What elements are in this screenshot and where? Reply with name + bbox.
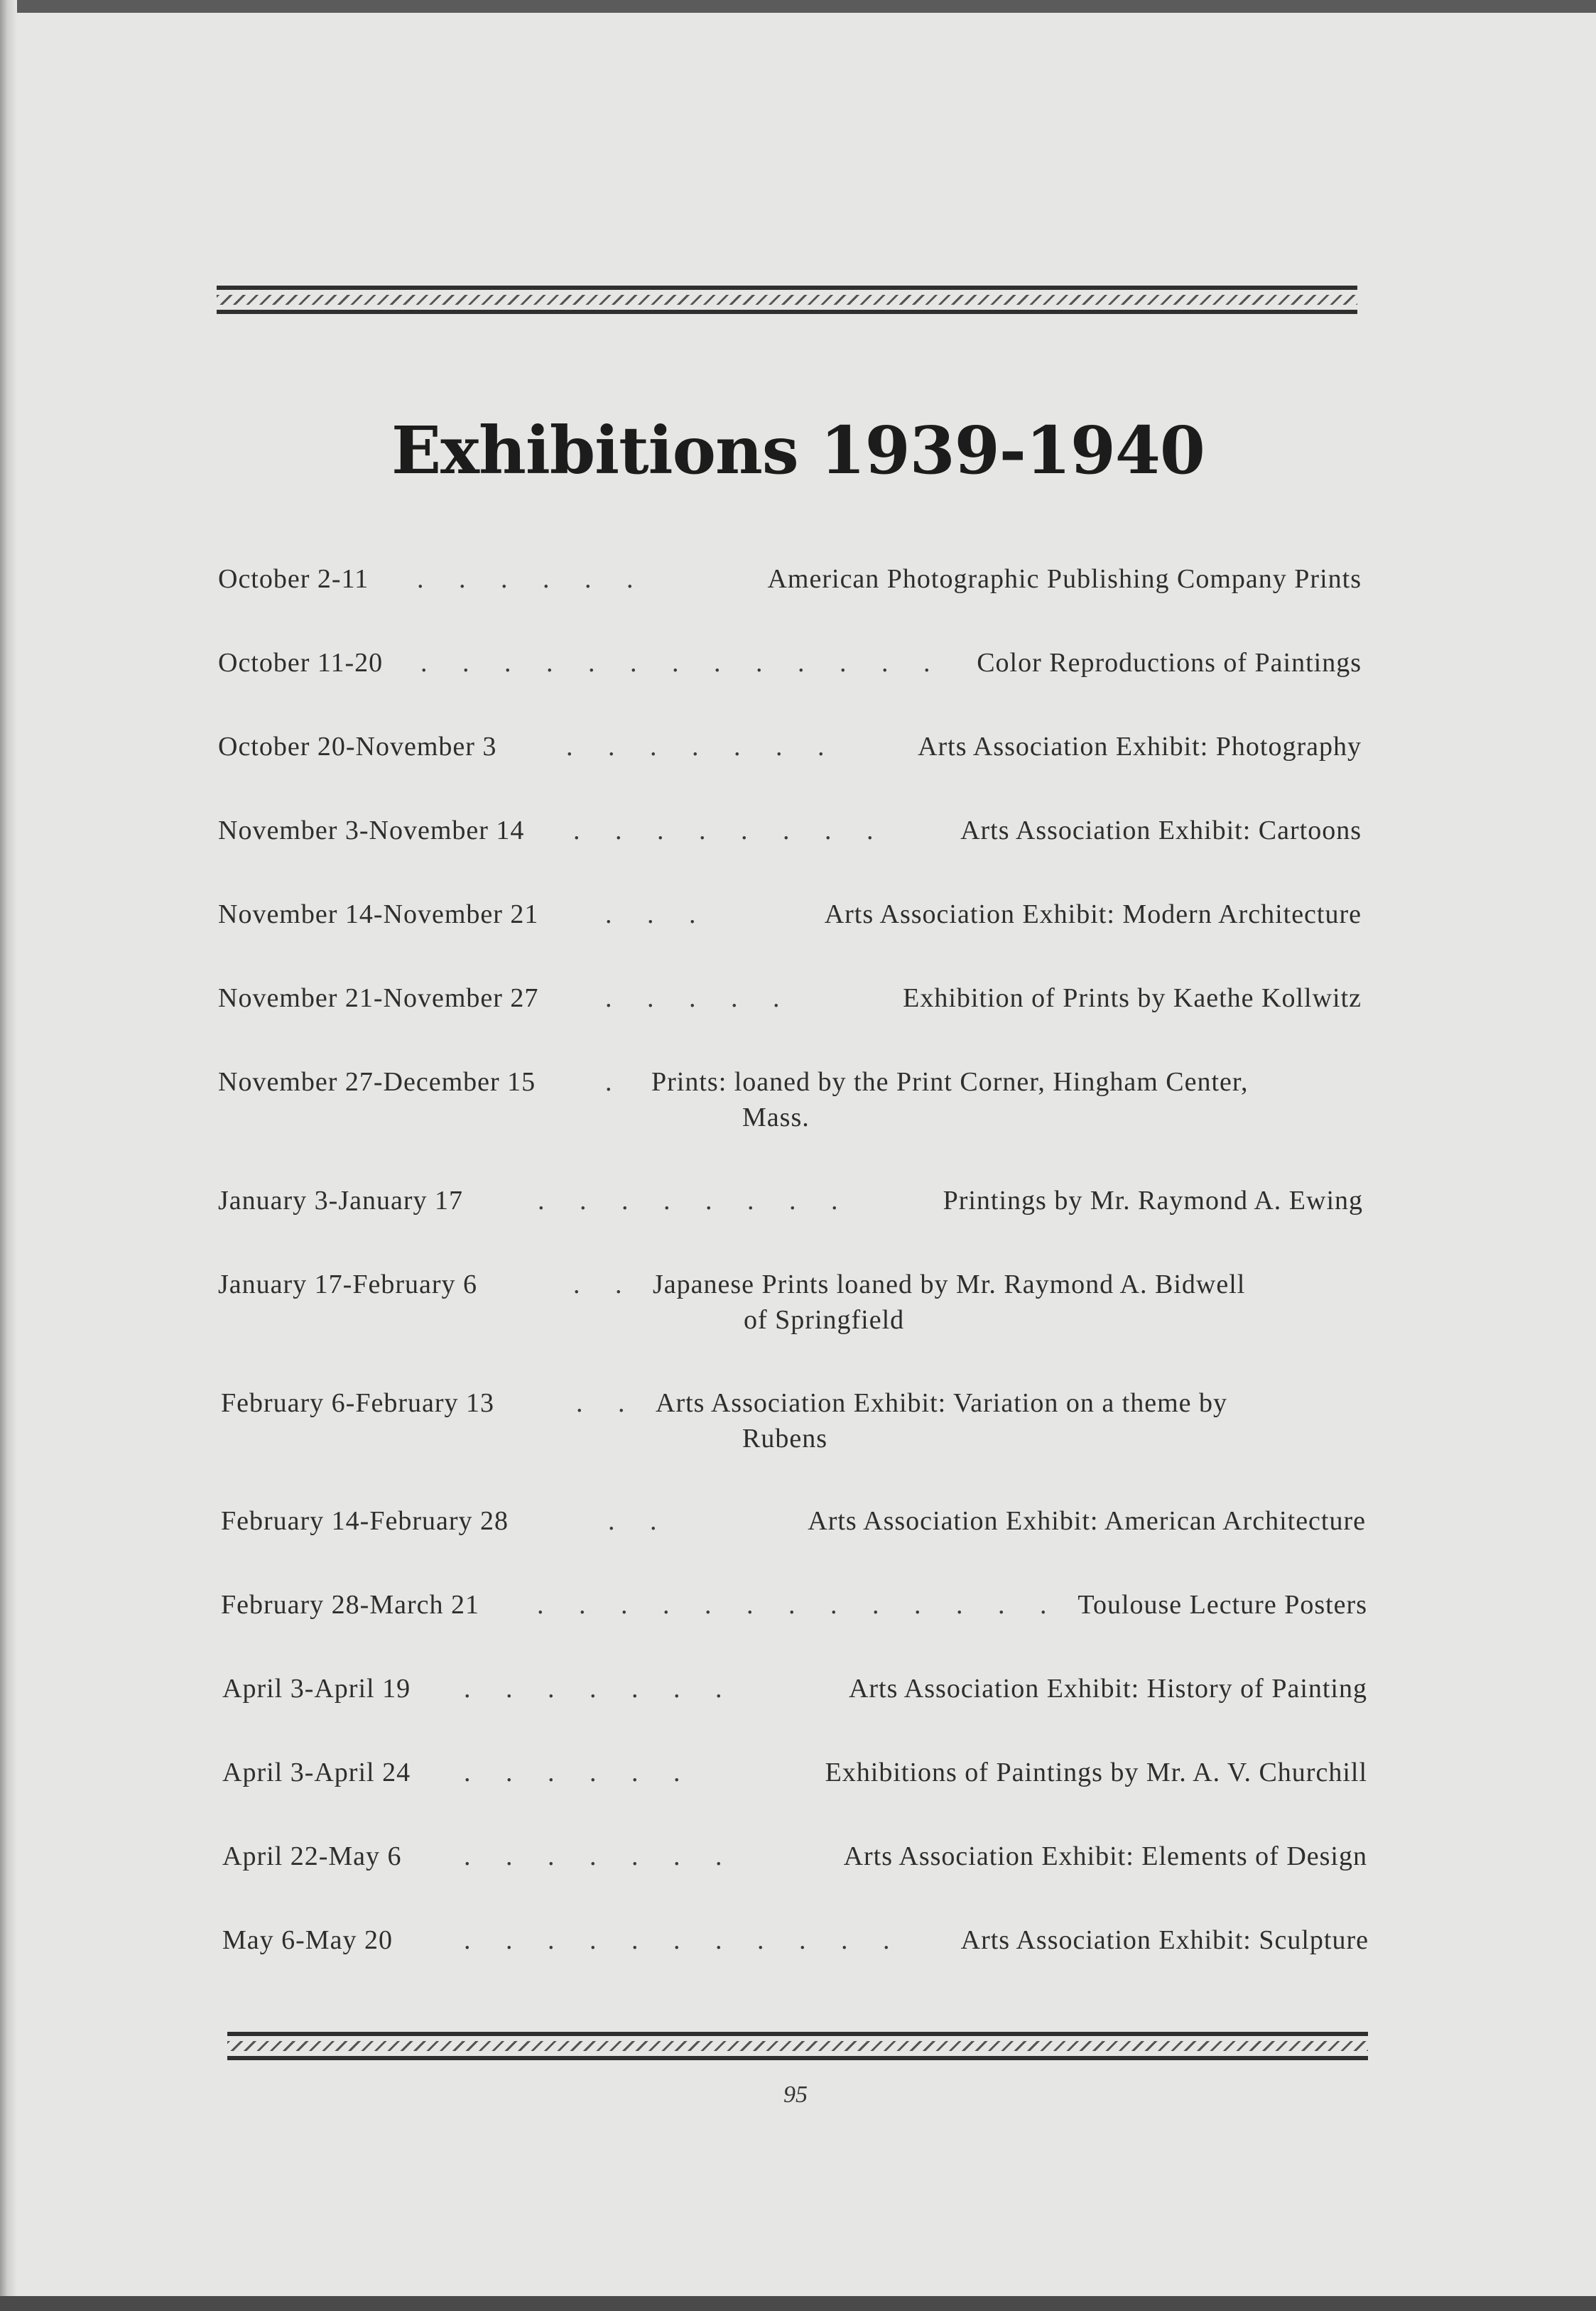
exhibition-dates: October 11-20 (218, 648, 384, 678)
exhibition-description (656, 1385, 1366, 1456)
exhibition-description: Arts Association Exhibit: History of Painting (848, 1674, 1367, 1704)
dot-leader: . . . . . . . . (538, 1186, 852, 1216)
exhibition-dates: February 28-March 21 (221, 1590, 480, 1620)
exhibition-dates: February 6-February 13 (221, 1388, 495, 1418)
exhibition-description (651, 1064, 1362, 1135)
exhibition-description: Color Reproductions of Paintings (977, 648, 1362, 678)
dot-leader: . . . . . . . . (573, 816, 888, 845)
exhibition-description: Arts Association Exhibit: Modern Architecture (824, 899, 1362, 929)
exhibition-dates: November 14-November 21 (218, 899, 539, 929)
exhibition-description: American Photographic Publishing Company Prints (767, 564, 1362, 594)
exhibition-dates: November 3-November 14 (218, 816, 525, 845)
exhibition-dates: October 20-November 3 (218, 732, 497, 762)
dot-leader: . . . . . . . (566, 732, 839, 762)
dot-leader: . . (573, 1270, 636, 1299)
exhibition-dates: January 3-January 17 (218, 1186, 464, 1216)
exhibition-description: Arts Association Exhibit: Sculpture (960, 1925, 1369, 1955)
exhibition-description: Arts Association Exhibit: Photography (918, 732, 1362, 762)
exhibition-dates: November 21-November 27 (218, 983, 539, 1013)
dot-leader: . . . . . . . . . . . . . (537, 1590, 1061, 1620)
bottom-decorative-border (227, 2032, 1368, 2060)
exhibition-description: Exhibitions of Paintings by Mr. A. V. Churchill (825, 1758, 1367, 1787)
exhibition-dates: April 22-May 6 (222, 1841, 402, 1871)
dot-leader: . . . . . (605, 983, 794, 1013)
exhibition-description: Arts Association Exhibit: American Architecture (808, 1506, 1366, 1536)
exhibition-dates: May 6-May 20 (222, 1925, 393, 1955)
exhibition-dates: November 27-December 15 (218, 1067, 536, 1097)
exhibition-dates: April 3-April 19 (222, 1674, 411, 1704)
exhibition-description: Arts Association Exhibit: Cartoons (960, 816, 1362, 845)
exhibition-description: Printings by Mr. Raymond A. Ewing (943, 1186, 1363, 1216)
description-line: Prints: loaned by the Print Corner, Hingham Center, (651, 1067, 1249, 1097)
exhibition-dates: February 14-February 28 (221, 1506, 509, 1536)
exhibition-dates: October 2-11 (218, 564, 369, 594)
description-continuation: of Springfield (744, 1305, 905, 1335)
exhibition-dates: April 3-April 24 (222, 1758, 411, 1787)
dot-leader: . (605, 1067, 626, 1097)
dot-leader: . . . . . . . (464, 1841, 737, 1871)
description-line: Japanese Prints loaned by Mr. Raymond A. Bidwell (653, 1270, 1246, 1299)
page-title: Exhibitions 1939-1940 (391, 412, 1205, 489)
exhibition-dates: January 17-February 6 (218, 1270, 478, 1299)
dot-leader: . . . . . . (417, 564, 648, 594)
dot-leader: . . (576, 1388, 639, 1418)
exhibition-description: Arts Association Exhibit: Elements of Design (843, 1841, 1367, 1871)
description-continuation: Rubens (742, 1424, 827, 1454)
exhibition-description: Exhibition of Prints by Kaethe Kollwitz (903, 983, 1362, 1013)
description-continuation: Mass. (742, 1103, 810, 1132)
dot-leader: . . . . . . . . . . . (464, 1925, 904, 1955)
exhibition-description: Toulouse Lecture Posters (1077, 1590, 1367, 1620)
dot-leader: . . . . . . . . . . . . . (420, 648, 945, 678)
scan-bottom-edge (0, 2296, 1596, 2311)
dot-leader: . . . . . . . (464, 1674, 737, 1704)
dot-leader: . . (608, 1506, 671, 1536)
description-line: Arts Association Exhibit: Variation on a theme by (656, 1388, 1228, 1418)
exhibition-description (653, 1267, 1363, 1338)
dot-leader: . . . . . . (464, 1758, 695, 1787)
dot-leader: . . . (605, 899, 710, 929)
page-number: 95 (783, 2082, 808, 2108)
